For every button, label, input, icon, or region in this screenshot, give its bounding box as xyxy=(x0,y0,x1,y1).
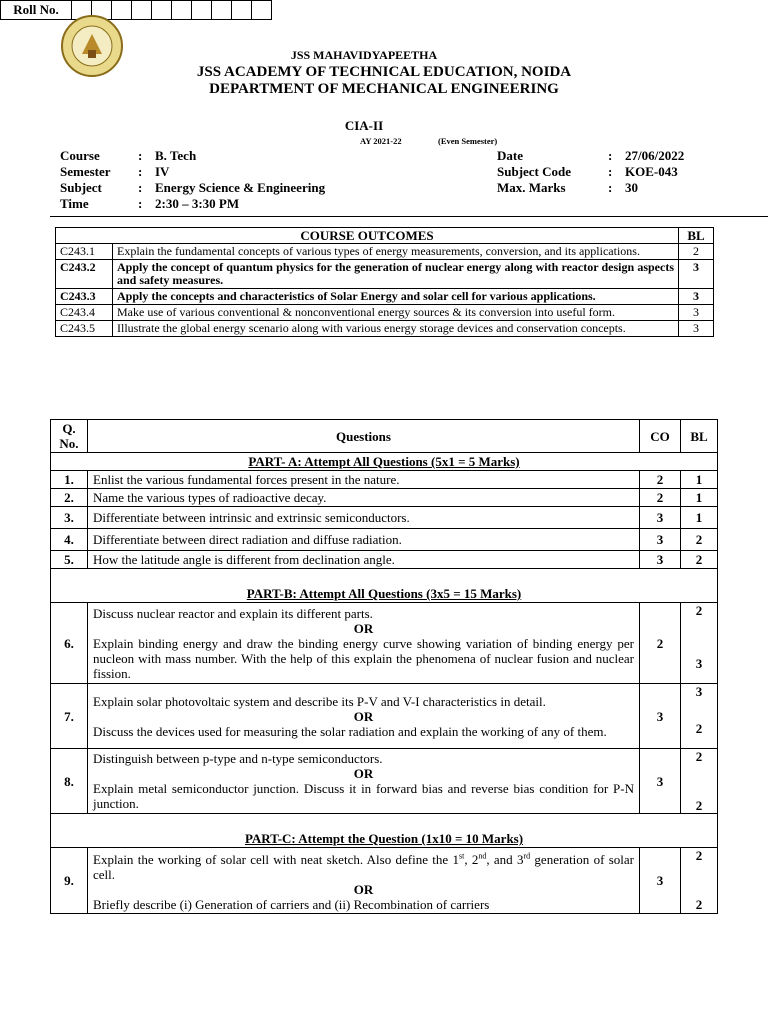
question-co: 3 xyxy=(640,507,681,529)
roll-digit-box[interactable] xyxy=(212,1,232,20)
part-b-heading: PART-B: Attempt All Questions (3x5 = 15 Marks) xyxy=(51,569,718,603)
question-text: How the latitude angle is different from declination angle. xyxy=(88,551,640,569)
divider xyxy=(50,216,768,217)
roll-digit-box[interactable] xyxy=(192,1,212,20)
course-outcomes-table xyxy=(55,227,714,337)
question-option-2: Briefly describe (i) Generation of carriers and (ii) Recombination of carriers xyxy=(93,897,490,913)
outcome-text: Make use of various conventional & nonconventional energy sources & its conversion into useful form. xyxy=(113,305,679,321)
time-value: 2:30 – 3:30 PM xyxy=(155,196,240,211)
max-marks-value: 30 xyxy=(625,180,638,195)
question-text xyxy=(88,603,640,684)
outcome-code: C243.2 xyxy=(56,260,113,289)
outcome-bl: 3 xyxy=(679,289,714,305)
question-co: 3 xyxy=(640,749,681,814)
question-row xyxy=(51,551,718,569)
outcome-code: C243.5 xyxy=(56,321,113,337)
question-bl: 2 xyxy=(695,749,703,764)
course-outcomes-heading: COURSE OUTCOMES xyxy=(56,228,679,244)
question-row xyxy=(51,489,718,507)
subject-code-label: Subject Code xyxy=(497,164,572,179)
question-bl-cell xyxy=(681,749,718,814)
question-co: 3 xyxy=(640,684,681,749)
question-text: Differentiate between direct radiation and diffuse radiation. xyxy=(88,529,640,551)
outcome-code: C243.1 xyxy=(56,244,113,260)
question-co: 3 xyxy=(640,529,681,551)
max-marks-label: Max. Marks xyxy=(497,180,566,195)
exam-title: CIA-II xyxy=(344,118,384,133)
question-option-2: Explain binding energy and draw the binding energy curve showing variation of binding energy per nucleon with mass number. With the help of this explain the phenomena of nuclear fusion and nuclear fission. xyxy=(93,635,634,681)
colon: : xyxy=(138,164,143,179)
question-number: 6. xyxy=(51,603,88,684)
department-name: DEPARTMENT OF MECHANICAL ENGINEERING xyxy=(209,81,559,97)
question-number: 5. xyxy=(51,551,88,569)
outcome-text: Apply the concepts and characteristics of Solar Energy and solar cell for various applications. xyxy=(113,289,679,305)
academic-year: AY 2021-22 xyxy=(360,136,402,146)
or-label: OR xyxy=(353,766,374,781)
question-number: 1. xyxy=(51,471,88,489)
colon: : xyxy=(138,148,143,163)
outcome-bl: 3 xyxy=(679,260,714,289)
question-number: 3. xyxy=(51,507,88,529)
question-option-1: Distinguish between p-type and n-type semiconductors. xyxy=(93,751,383,766)
colon: : xyxy=(608,148,613,163)
question-text xyxy=(88,749,640,814)
outcome-text: Apply the concept of quantum physics for the generation of nuclear energy along with reactor design aspects and safety measures. xyxy=(113,260,679,289)
question-bl: 1 xyxy=(681,507,718,529)
time-label: Time xyxy=(60,196,89,211)
question-bl: 2 xyxy=(695,897,703,912)
question-text: Enlist the various fundamental forces present in the nature. xyxy=(88,471,640,489)
question-option-1: Explain solar photovoltaic system and describe its P-V and V-I characteristics in detail. xyxy=(93,693,546,709)
question-option-1: Explain the working of solar cell with neat sketch. Also define the 1st, 2nd, and 3rd generation of solar cell. xyxy=(93,852,634,883)
outcome-row xyxy=(56,260,714,289)
colon: : xyxy=(608,180,613,195)
question-number: 7. xyxy=(51,684,88,749)
outcome-text: Explain the fundamental concepts of various types of energy measurements, conversion, and its applications. xyxy=(113,244,679,260)
question-bl: 3 xyxy=(695,656,703,671)
question-bl: 1 xyxy=(681,489,718,507)
qno-heading: Q. No. xyxy=(51,420,88,453)
roll-digit-box[interactable] xyxy=(252,1,272,20)
question-co: 2 xyxy=(640,489,681,507)
question-bl: 2 xyxy=(681,551,718,569)
question-row xyxy=(51,684,718,749)
question-bl: 2 xyxy=(681,529,718,551)
question-text xyxy=(88,848,640,914)
or-label: OR xyxy=(353,620,374,636)
question-bl: 2 xyxy=(695,848,703,863)
question-bl: 2 xyxy=(695,721,703,736)
part-a-heading: PART- A: Attempt All Questions (5x1 = 5 Marks) xyxy=(51,453,718,471)
roll-digit-box[interactable] xyxy=(132,1,152,20)
question-option-2: Discuss the devices used for measuring the solar radiation and explain the working of any of them. xyxy=(93,723,607,739)
outcome-text: Illustrate the global energy scenario along with various energy storage devices and conservation concepts. xyxy=(113,321,679,337)
question-bl-cell xyxy=(681,603,718,684)
question-bl: 3 xyxy=(695,684,703,699)
colon: : xyxy=(138,180,143,195)
institute-name: JSS ACADEMY OF TECHNICAL EDUCATION, NOIDA xyxy=(196,64,572,80)
question-option-1: Discuss nuclear reactor and explain its different parts. xyxy=(93,605,373,621)
course-value: B. Tech xyxy=(155,148,197,163)
outcome-bl: 3 xyxy=(679,321,714,337)
question-number: 9. xyxy=(51,848,88,914)
question-co: 2 xyxy=(640,471,681,489)
question-number: 8. xyxy=(51,749,88,814)
co-heading: CO xyxy=(640,420,681,453)
semester-type: (Even Semester) xyxy=(438,136,498,146)
date-label: Date xyxy=(497,148,523,163)
subject-value: Energy Science & Engineering xyxy=(155,180,326,195)
questions-table xyxy=(50,419,718,914)
outcome-bl: 2 xyxy=(679,244,714,260)
question-row xyxy=(51,471,718,489)
org-name: JSS MAHAVIDYAPEETHA xyxy=(290,48,438,62)
question-number: 2. xyxy=(51,489,88,507)
outcome-row xyxy=(56,321,714,337)
question-bl: 2 xyxy=(695,798,703,813)
subject-code-value: KOE-043 xyxy=(625,164,678,179)
question-bl-cell xyxy=(681,848,718,914)
or-label: OR xyxy=(353,882,374,898)
semester-value: IV xyxy=(155,164,170,179)
bl-heading: BL xyxy=(681,420,718,453)
colon: : xyxy=(608,164,613,179)
question-co: 3 xyxy=(640,848,681,914)
outcome-row xyxy=(56,289,714,305)
outcome-code: C243.4 xyxy=(56,305,113,321)
question-number: 4. xyxy=(51,529,88,551)
outcome-code: C243.3 xyxy=(56,289,113,305)
colon: : xyxy=(138,196,143,211)
question-text xyxy=(88,684,640,749)
roll-number-box xyxy=(0,0,272,20)
question-option-2: Explain metal semiconductor junction. Discuss it in forward bias and reverse bias condition for P-N junction. xyxy=(93,781,634,811)
course-label: Course xyxy=(60,148,100,163)
subject-label: Subject xyxy=(60,180,102,195)
question-row xyxy=(51,507,718,529)
date-value: 27/06/2022 xyxy=(625,148,685,163)
question-row xyxy=(51,848,718,914)
question-bl: 1 xyxy=(681,471,718,489)
question-row xyxy=(51,529,718,551)
question-row xyxy=(51,603,718,684)
question-text: Differentiate between intrinsic and extrinsic semiconductors. xyxy=(88,507,640,529)
bl-heading: BL xyxy=(679,228,714,244)
outcome-row xyxy=(56,244,714,260)
question-text: Name the various types of radioactive decay. xyxy=(88,489,640,507)
outcome-row xyxy=(56,305,714,321)
question-bl-cell xyxy=(681,684,718,749)
or-label: OR xyxy=(353,708,374,724)
outcome-bl: 3 xyxy=(679,305,714,321)
question-row xyxy=(51,749,718,814)
question-co: 2 xyxy=(640,603,681,684)
roll-digit-box[interactable] xyxy=(232,1,252,20)
part-c-heading: PART-C: Attempt the Question (1x10 = 10 Marks) xyxy=(51,814,718,848)
roll-digit-box[interactable] xyxy=(152,1,172,20)
questions-heading: Questions xyxy=(88,420,640,453)
question-co: 3 xyxy=(640,551,681,569)
roll-label: Roll No. xyxy=(1,1,72,20)
question-bl: 2 xyxy=(695,603,703,618)
roll-digit-box[interactable] xyxy=(172,1,192,20)
semester-label: Semester xyxy=(60,164,111,179)
